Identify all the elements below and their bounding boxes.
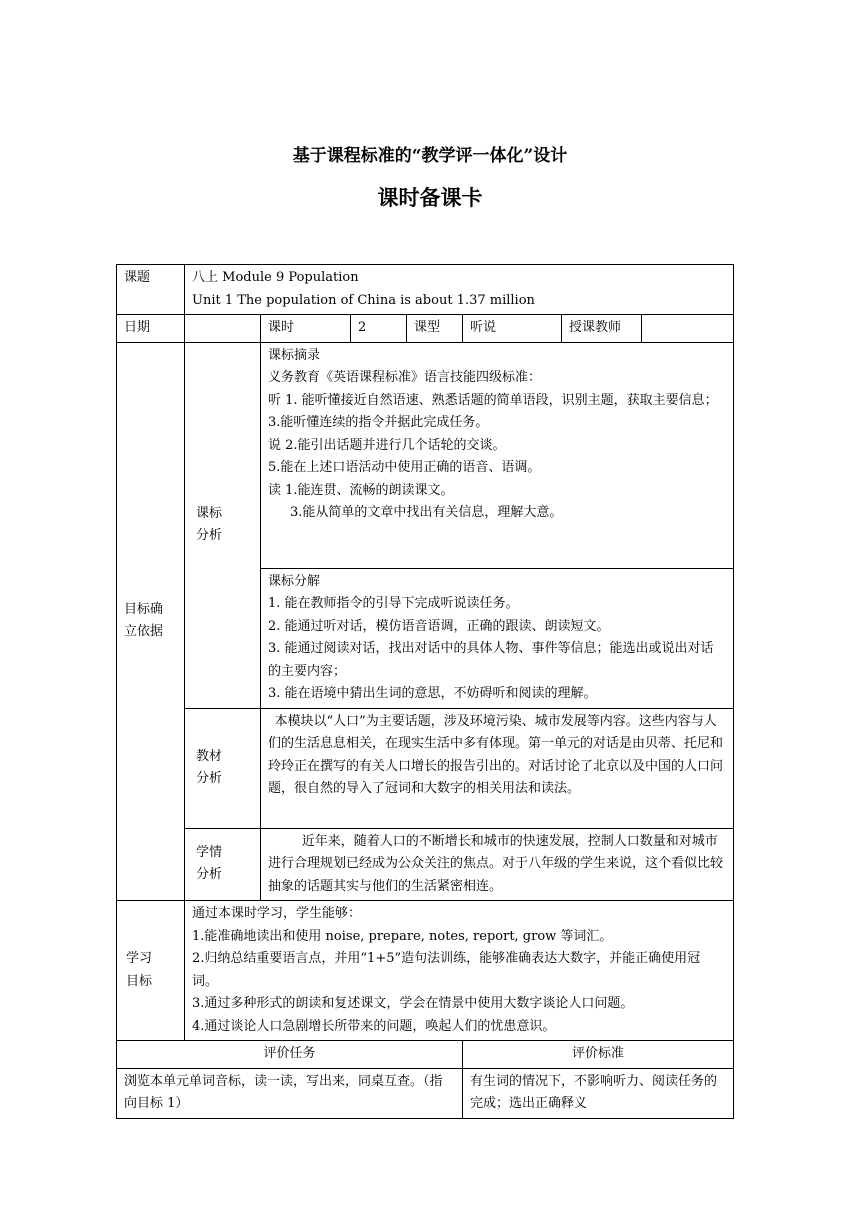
learner-analysis-label — [185, 828, 261, 901]
textbook-analysis-label — [185, 708, 261, 828]
goals-label — [117, 901, 185, 1041]
date-value — [185, 315, 261, 343]
excerpt-line: 读 1.能连贯、流畅的朗读课文。 — [268, 482, 454, 498]
goal-line: 4.通过谈论人口急剧增长所带来的问题，唤起人们的忧患意识。 — [192, 1018, 556, 1034]
goal-line: 3.通过多种形式的朗读和复述课文，学会在情景中使用大数字谈论人口问题。 — [192, 996, 634, 1011]
evaluation-task-cell: 浏览本单元单词音标，读一读，写出来，同桌互查。（指向目标 1） — [117, 1068, 463, 1118]
goals-label-text: 学习目标 — [126, 951, 153, 989]
meta-row — [117, 315, 734, 343]
standard-analysis-label — [185, 342, 261, 708]
document-title: 基于课程标准的“教学评一体化”设计 — [292, 146, 568, 166]
topic-line-1: 八上 Module 9 Population — [192, 270, 359, 285]
evaluation-criteria-cell: 有生词的情况下，不影响听力、阅读任务的完成；选出正确释义 — [463, 1068, 734, 1118]
excerpt-line: 说 2.能引出话题并进行几个话轮的交谈。 — [268, 437, 506, 453]
document-subtitle: 课时备课卡 — [377, 185, 483, 210]
excerpt-line: 听 1. 能听懂接近自然语速、熟悉话题的简单语段，识别主题，获取主要信息； — [268, 392, 718, 408]
basis-label-text: 目标确立依据 — [124, 601, 164, 640]
evaluation-header-row — [117, 1041, 734, 1069]
goals-cell — [185, 901, 734, 1041]
learner-analysis-text: 近年来，随着人口的不断增长和城市的快速发展，控制人口数量和对城市进行合理规划已经成为公众关注的焦点。对于八年级的学生来说，这个看似比较抽象的话题其实与他们的生活紧密相连。 — [268, 833, 724, 894]
textbook-analysis-cell — [261, 708, 734, 828]
evaluation-row — [117, 1068, 734, 1118]
textbook-analysis-text: 本模块以“人口”为主要话题，涉及环境污染、城市发展等内容。这些内容与人们的生活息息相关，在现实生活中多有体现。第一单元的对话是由贝蒂、托尼和玲玲正在撰写的有关人口增长的报告引出的。对话讨论了北京以及中国的人口问题，很自然的导入了冠词和大数字的相关用法和读法。 — [268, 713, 724, 796]
decompose-line: 2. 能通过听对话，模仿语音语调，正确的跟读、朗读短文。 — [268, 618, 610, 634]
goals-row — [117, 901, 734, 1041]
date-label: 日期 — [117, 315, 185, 343]
topic-line-2: Unit 1 The population of China is about 1.37 million — [192, 292, 535, 308]
textbook-row — [117, 708, 734, 828]
period-label: 课时 — [261, 315, 351, 343]
standard-analysis-label-text: 课标分析 — [196, 505, 223, 543]
evaluation-task-header: 评价任务 — [117, 1041, 463, 1069]
lesson-plan-table — [116, 264, 734, 1119]
topic-value — [185, 265, 734, 315]
excerpt-line: 义务教育《英语课程标准》语言技能四级标准： — [268, 370, 542, 385]
excerpt-line: 5.能在上述口语活动中使用正确的语音、语调。 — [268, 460, 541, 475]
goal-line: 通过本课时学习，学生能够： — [192, 906, 362, 921]
excerpt-line: 3.能从简单的文章中找出有关信息，理解大意。 — [290, 505, 563, 520]
learner-analysis-label-text: 学情分析 — [196, 844, 223, 883]
goal-line: 1.能准确地读出和使用 noise, prepare, notes, report, grow 等词汇。 — [192, 928, 613, 944]
standard-excerpt-cell — [261, 342, 734, 568]
teacher-label: 授课教师 — [562, 315, 642, 343]
period-value: 2 — [351, 315, 407, 343]
basis-label — [117, 342, 185, 901]
decompose-heading: 课标分解 — [268, 573, 321, 589]
evaluation-criteria-header: 评价标准 — [463, 1041, 734, 1069]
topic-row — [117, 265, 734, 315]
excerpt-line: 3.能听懂连续的指令并据此完成任务。 — [268, 415, 489, 430]
topic-label: 课题 — [117, 265, 185, 315]
textbook-analysis-label-text: 教材分析 — [196, 748, 223, 786]
decompose-line: 3. 能通过阅读对话，找出对话中的具体人物、事件等信息；能选出或说出对话的主要内容； — [268, 641, 714, 679]
learner-analysis-cell — [261, 828, 734, 901]
type-value: 听说 — [463, 315, 562, 343]
learner-row — [117, 828, 734, 901]
standard-excerpt-row — [117, 342, 734, 568]
decompose-line: 1. 能在教师指令的引导下完成听说读任务。 — [268, 596, 519, 611]
decompose-line: 3. 能在语境中猜出生词的意思，不妨碍听和阅读的理解。 — [268, 686, 597, 701]
excerpt-heading: 课标摘录 — [268, 347, 321, 363]
type-label: 课型 — [407, 315, 463, 343]
goal-line: 2.归纳总结重要语言点，并用“1+5”造句法训练，能够准确表达大数字，并能正确使用冠词。 — [192, 951, 701, 989]
standard-decompose-cell — [261, 568, 734, 708]
teacher-value — [642, 315, 734, 343]
